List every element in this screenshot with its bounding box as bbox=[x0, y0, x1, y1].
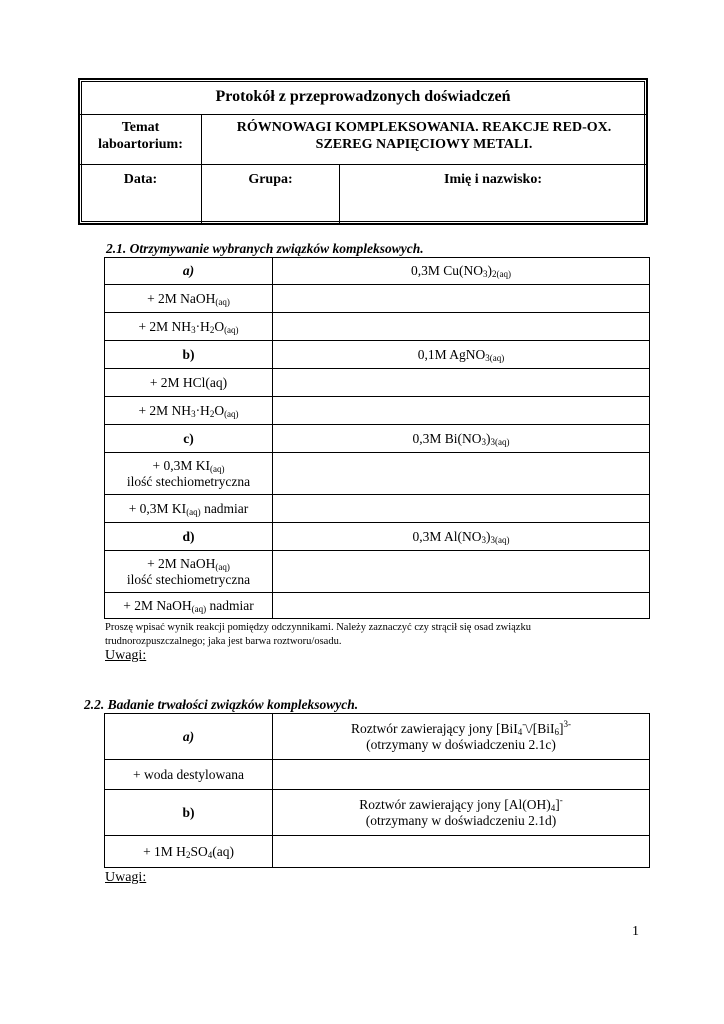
row-label-c: c) bbox=[105, 425, 273, 453]
reagent-a2: + 2M $NH_3\cdot H_2O_{(aq)}$ bbox=[105, 313, 273, 341]
table-row bbox=[105, 523, 650, 551]
group-field[interactable]: Grupa: bbox=[202, 164, 340, 223]
date-field[interactable]: Data: bbox=[80, 164, 202, 223]
remarks-label-2: Uwagi: bbox=[105, 870, 147, 885]
table-row bbox=[105, 495, 650, 523]
complex-compounds-table bbox=[104, 257, 650, 619]
table-row bbox=[105, 551, 650, 593]
name-field[interactable]: Imię i nazwisko: bbox=[444, 172, 542, 187]
reagent-a1: + 2M NaOH$_{(aq)}$ bbox=[105, 285, 273, 313]
row-label-d: d) bbox=[105, 523, 273, 551]
row-label-a: a) bbox=[105, 714, 273, 760]
solution-b: Roztwór zawierający jony $[Al(OH)_4]^-$ (otrzymany w doświadczeniu 2.1d) bbox=[273, 790, 650, 836]
row-label-a: a) bbox=[105, 258, 273, 285]
table-row bbox=[105, 790, 650, 836]
reagent-h2so4: + 1M $H_2SO_4(aq)$ bbox=[105, 836, 273, 868]
reagent-d2: + 2M NaOH$_{(aq)}$ nadmiar bbox=[105, 593, 273, 619]
section-2-1-title: 2.1. Otrzymywanie wybranych związków kompleksowych. bbox=[106, 241, 424, 256]
reagent-b1: + 2M HCl(aq) bbox=[105, 369, 273, 397]
reagent-b2: + 2M $NH_3\cdot H_2O_{(aq)}$ bbox=[105, 397, 273, 425]
result-cell[interactable] bbox=[273, 313, 650, 341]
reagent-a: 0,3M $Cu(NO_3)_{2(aq)}$ bbox=[273, 258, 650, 285]
reagent-b: 0,1M AgNO$_{3(aq)}$ bbox=[273, 341, 650, 369]
topic-value: RÓWNOWAGI KOMPLEKSOWANIA. REAKCJE RED-OX. SZEREG NAPIĘCIOWY METALI. bbox=[236, 120, 612, 152]
result-cell[interactable] bbox=[273, 453, 650, 495]
row-label-b: b) bbox=[105, 341, 273, 369]
protocol-header bbox=[78, 78, 648, 225]
reagent-d: 0,3M $Al(NO_3)_{3(aq)}$ bbox=[273, 523, 650, 551]
reagent-d1: + 2M NaOH$_{(aq)}$ ilość stechiometryczna bbox=[105, 551, 273, 593]
result-cell[interactable] bbox=[273, 593, 650, 619]
result-cell[interactable] bbox=[273, 760, 650, 790]
topic-row bbox=[80, 114, 646, 165]
reagent-c: 0,3M $Bi(NO_3)_{3(aq)}$ bbox=[273, 425, 650, 453]
page-number: 1 bbox=[632, 924, 639, 939]
row-label-b: b) bbox=[105, 790, 273, 836]
table-row bbox=[105, 593, 650, 619]
result-cell[interactable] bbox=[273, 551, 650, 593]
table-row bbox=[105, 714, 650, 760]
solution-a: Roztwór zawierający jony [$BiI_4^-\backslash/[BiI_6]^{3-}$ (otrzymany w doświadczeniu 2.1c) bbox=[273, 714, 650, 760]
remarks-label: Uwagi: bbox=[105, 648, 147, 663]
table-row bbox=[105, 285, 650, 313]
table-row bbox=[105, 836, 650, 868]
section-2-2-title: 2.2. Badanie trwałości związków kompleksowych. bbox=[84, 697, 359, 712]
reagent-c1: + 0,3M $KI_{(aq)}$ ilość stechiometryczna bbox=[105, 453, 273, 495]
info-row bbox=[80, 164, 646, 223]
reagent-c2: + 0,3M $KI_{(aq)}$ nadmiar bbox=[105, 495, 273, 523]
result-cell[interactable] bbox=[273, 836, 650, 868]
instruction-note: Proszę wpisać wynik reakcji pomiędzy odczynnikami. Należy zaznaczyć czy strącił się osad związku trudnorozpuszczalnego; jaka jest barwa roztworu/osadu. bbox=[105, 622, 531, 647]
table-row bbox=[105, 453, 650, 495]
table-row bbox=[105, 425, 650, 453]
table-row bbox=[105, 341, 650, 369]
stability-table bbox=[104, 713, 650, 868]
table-row bbox=[105, 760, 650, 790]
result-cell[interactable] bbox=[273, 495, 650, 523]
result-cell[interactable] bbox=[273, 285, 650, 313]
table-row bbox=[105, 313, 650, 341]
table-row bbox=[105, 258, 650, 285]
result-cell[interactable] bbox=[273, 369, 650, 397]
table-row bbox=[105, 369, 650, 397]
reagent-water: + woda destylowana bbox=[105, 760, 273, 790]
table-row bbox=[105, 397, 650, 425]
result-cell[interactable] bbox=[273, 397, 650, 425]
protocol-title: Protokół z przeprowadzonych doświadczeń bbox=[80, 80, 646, 115]
topic-label: Temat laboartorium: bbox=[80, 114, 202, 164]
